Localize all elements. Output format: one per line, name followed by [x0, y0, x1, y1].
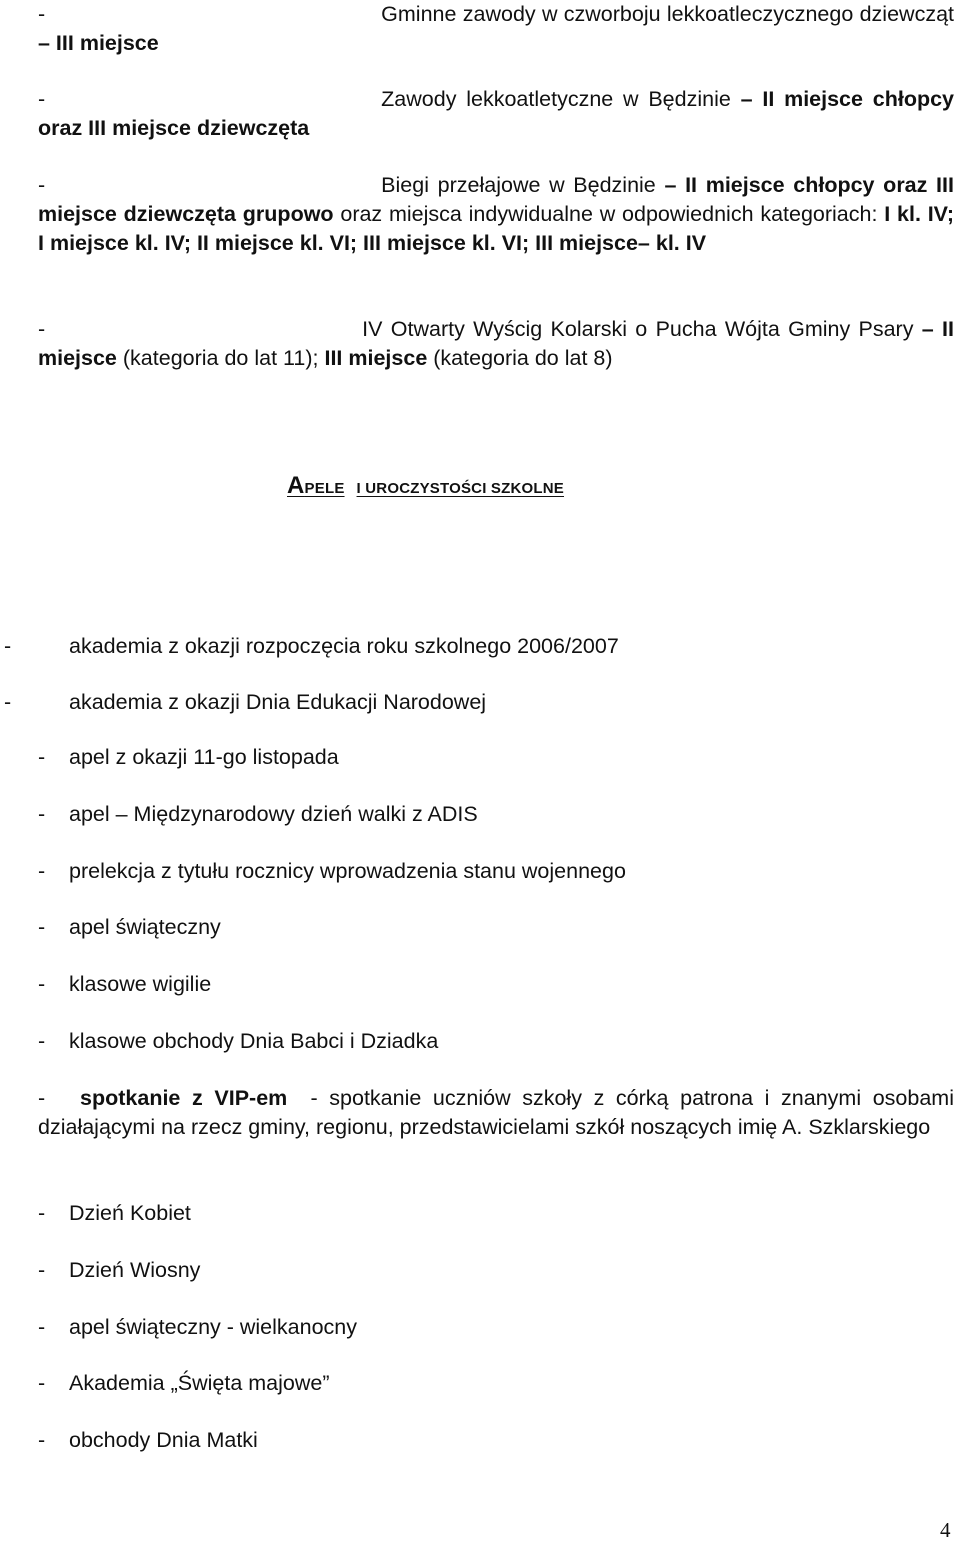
- competition-place: – III miejsce: [38, 31, 159, 55]
- list-dash: -: [38, 1258, 46, 1282]
- competition-text: Gminne zawody w czworboju lekkoatleczycznego dziewcząt: [381, 2, 954, 26]
- list-dash: -: [4, 690, 12, 714]
- competition-item-4: [38, 315, 954, 373]
- competition-item-3: [38, 171, 954, 258]
- competition-category-b: (kategoria do lat 8): [433, 346, 613, 370]
- list-dash: -: [38, 1201, 46, 1225]
- list-dash: -: [38, 972, 46, 996]
- list-dash: -: [4, 634, 12, 658]
- section-heading: [287, 472, 564, 500]
- list-text: Dzień Wiosny: [69, 1258, 201, 1282]
- list-dash: -: [38, 1315, 46, 1339]
- list-text: klasowe obchody Dnia Babci i Dziadka: [69, 1029, 439, 1053]
- list-text: prelekcja z tytułu rocznicy wprowadzenia stanu wojennego: [69, 859, 626, 883]
- list-text: apel świąteczny - wielkanocny: [69, 1315, 357, 1339]
- list-dash: -: [38, 802, 46, 826]
- list-text: akademia z okazji rozpoczęcia roku szkolnego 2006/2007: [69, 634, 619, 658]
- list-text: Dzień Kobiet: [69, 1201, 191, 1225]
- competition-text: IV Otwarty Wyścig Kolarski o Pucha Wójta Gminy Psary: [362, 317, 914, 341]
- list-dash: -: [38, 745, 46, 769]
- heading-rest: I UROCZYSTOŚCI SZKOLNE: [356, 480, 565, 497]
- vip-title: spotkanie z VIP-em: [80, 1086, 288, 1110]
- list-dash: -: [38, 2, 46, 26]
- competition-place: – II miejsce: [38, 317, 954, 370]
- list-dash: -: [38, 1371, 46, 1395]
- competition-category: (kategoria do lat 11);: [122, 346, 319, 370]
- list-dash: -: [38, 1029, 46, 1053]
- vip-meeting-item: [38, 1084, 954, 1142]
- heading-initial: A: [287, 472, 305, 499]
- competition-text-b: oraz miejsca indywidualne w odpowiednich kategoriach:: [340, 202, 878, 226]
- list-text: apel świąteczny: [69, 915, 221, 939]
- list-dash: -: [38, 317, 46, 341]
- competition-group: grupowo: [242, 202, 334, 226]
- list-dash: -: [38, 859, 46, 883]
- list-text: akademia z okazji Dnia Edukacji Narodowej: [69, 690, 487, 714]
- competition-item-1: [38, 0, 954, 58]
- list-dash: -: [38, 1086, 46, 1110]
- page-number: 4: [940, 1518, 951, 1542]
- list-text: apel – Międzynarodowy dzień walki z ADIS: [69, 802, 478, 826]
- list-dash: -: [38, 87, 46, 111]
- list-text: klasowe wigilie: [69, 972, 212, 996]
- list-text: apel z okazji 11-go listopada: [69, 745, 339, 769]
- competition-text: Biegi przełajowe w Będzinie: [381, 173, 656, 197]
- list-dash: -: [38, 1428, 46, 1452]
- competition-item-2: [38, 85, 954, 143]
- competition-text: Zawody lekkoatletyczne w Będzinie: [381, 87, 731, 111]
- competition-place: – II miejsce chłopcy oraz III miejsce dziewczęta: [38, 87, 955, 140]
- list-dash: -: [38, 915, 46, 939]
- heading-word: PELE: [304, 480, 345, 497]
- competition-place-b: III miejsce: [324, 346, 428, 370]
- list-text: obchody Dnia Matki: [69, 1428, 258, 1452]
- competition-place: – II miejsce chłopcy oraz III miejsce dziewczęta: [38, 173, 954, 226]
- list-text: Akademia „Święta majowe”: [69, 1371, 330, 1395]
- vip-text: - spotkanie uczniów szkoły z córką patrona i znanymi osobami działającymi na rzecz gminy, regionu, przedstawicielami szkół noszących imię A. Szklarskiego: [38, 1086, 954, 1139]
- list-dash: -: [38, 173, 46, 197]
- competition-place-b: I kl. IV; I miejsce kl. IV; II miejsce kl. VI; III miejsce kl. VI; III miejsce– kl. IV: [38, 202, 954, 255]
